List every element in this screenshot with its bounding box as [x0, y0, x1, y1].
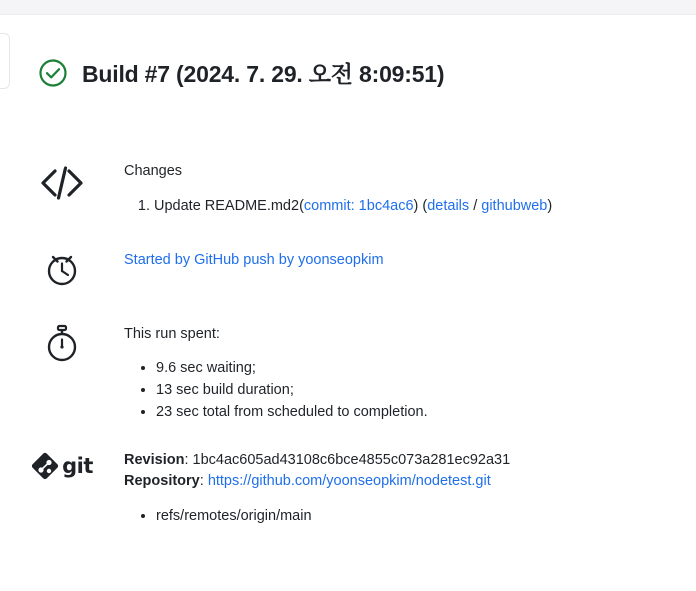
- list-item: • refs/remotes/origin/main: [156, 506, 672, 527]
- repository-separator: :: [199, 472, 208, 489]
- git-diamond-icon: [31, 452, 59, 480]
- run-time-label: This run spent:: [124, 325, 220, 342]
- git-wordmark: git: [62, 453, 93, 478]
- revision-line: [124, 450, 672, 471]
- list-item: • 9.6 sec waiting;: [156, 358, 672, 380]
- change-open-paren: (: [299, 197, 304, 214]
- started-by-body: [124, 246, 696, 270]
- git-logo-icon: [0, 450, 124, 480]
- list-item: [154, 196, 672, 216]
- list-item: • 23 sec total from scheduled to completion.: [156, 402, 672, 424]
- build-header: [0, 15, 696, 105]
- githubweb-link[interactable]: githubweb: [481, 197, 548, 214]
- revision-value: 1bc4ac605ad43108c6bce4855c073a281ec92a31: [192, 451, 511, 468]
- code-brackets-icon: [0, 161, 124, 203]
- refs-list: [124, 506, 672, 527]
- changes-label: Changes: [124, 162, 183, 179]
- git-body: [124, 450, 696, 527]
- change-text: Update README.md2: [154, 197, 300, 214]
- revision-label: Revision: [124, 451, 185, 468]
- started-by-link[interactable]: Started by GitHub push by yoonseopkim: [124, 251, 384, 268]
- change-second-open-paren: (: [422, 197, 428, 214]
- revision-separator: :: [184, 451, 193, 468]
- repository-label: Repository: [124, 472, 200, 489]
- repository-link[interactable]: https://github.com/yoonseopkim/nodetest.git: [207, 472, 491, 489]
- run-time-list: [124, 358, 672, 424]
- page-title: Build #7 (2024. 7. 29. 오전 8:09:51): [82, 61, 445, 88]
- changes-body: [124, 161, 696, 216]
- commit-link[interactable]: commit: 1bc4ac6: [303, 197, 414, 214]
- sidebar-edge-stub: [0, 33, 10, 89]
- clock-icon: [0, 246, 124, 290]
- started-by-section: [0, 246, 696, 290]
- browser-topbar: [0, 0, 696, 15]
- change-second-close-paren: ): [547, 197, 553, 214]
- change-close-paren: ): [413, 197, 419, 214]
- list-item: • 13 sec build duration;: [156, 380, 672, 402]
- repository-line: [124, 471, 672, 492]
- run-time-body: [124, 320, 696, 424]
- build-content: [0, 105, 696, 527]
- changes-list: [124, 196, 672, 216]
- build-page: [0, 15, 696, 527]
- details-link[interactable]: details: [427, 197, 470, 214]
- changes-section: [0, 161, 696, 216]
- run-time-section: [0, 320, 696, 424]
- stopwatch-icon: [0, 320, 124, 366]
- check-circle-icon: [38, 58, 68, 88]
- git-section: [0, 450, 696, 527]
- change-separator: /: [473, 197, 478, 214]
